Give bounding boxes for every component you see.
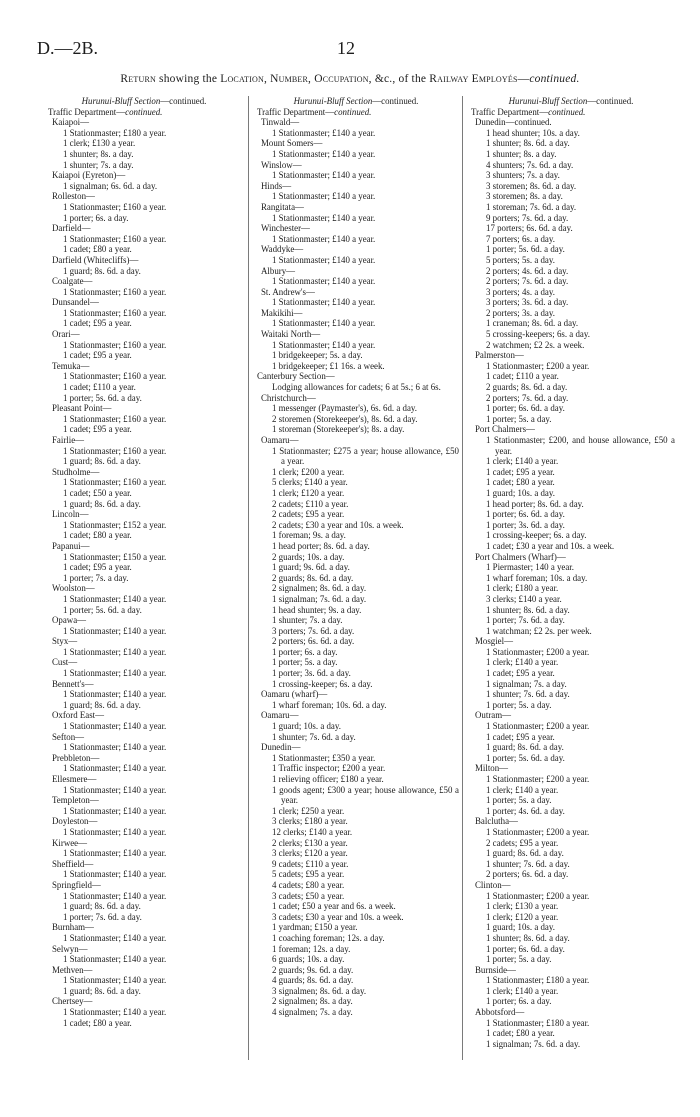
staff-entry: 3 clerks; £140 a year. bbox=[486, 593, 562, 604]
staff-entry: 1 Stationmaster; £140 a year. bbox=[272, 339, 376, 350]
staff-entry: 1 guard; 8s. 6d. a day. bbox=[63, 456, 141, 467]
staff-entry: 2 guards; 10s. a day. bbox=[272, 551, 345, 562]
staff-entry: 1 porter; 6s. a day. bbox=[486, 996, 552, 1007]
column-middle bbox=[253, 96, 459, 1018]
heading-continued: —continued. bbox=[160, 96, 207, 106]
staff-entry: 1 Stationmaster; £200 a year. bbox=[486, 774, 590, 784]
staff-entry: 1 porter; 6s. 6d. a day. bbox=[486, 509, 565, 520]
staff-entry: 1 signalman; 7s. a day. bbox=[486, 678, 567, 689]
staff-entry: 9 cadets; £110 a year. bbox=[272, 858, 349, 869]
station-name: Opawa— bbox=[52, 615, 87, 626]
heading-text: Hurunui-Bluff Section bbox=[81, 96, 161, 106]
staff-entry: 1 shunter; 8s. a day. bbox=[486, 148, 557, 159]
staff-entry: 2 clerks; £130 a year. bbox=[272, 837, 348, 848]
staff-entry: 1 Stationmaster; £160 a year. bbox=[63, 477, 167, 488]
staff-entry: 1 bridgekeeper; £1 16s. a week. bbox=[272, 360, 385, 371]
staff-entry: 1 foreman; 9s. a day. bbox=[272, 530, 346, 541]
staff-entry: 1 shunter; 7s. 6d. a day. bbox=[272, 731, 356, 742]
staff-entry: 1 porter; 7s. a day. bbox=[63, 572, 129, 583]
station-name: Burnham— bbox=[52, 922, 94, 933]
station-name: Oamaru— bbox=[261, 710, 299, 721]
staff-entry: 1 Stationmaster; £140 a year. bbox=[63, 848, 167, 859]
staff-entry: 1 Stationmaster; £140 a year. bbox=[272, 318, 376, 329]
staff-entry: 1 Stationmaster; £140 a year. bbox=[272, 170, 376, 181]
station-name: Coalgate— bbox=[52, 276, 93, 287]
heading-continued: continued. bbox=[125, 106, 163, 117]
staff-entry: 2 porters; 3s. a day. bbox=[486, 307, 555, 318]
staff-entry: 1 cadet; £80 a year. bbox=[63, 244, 132, 255]
staff-entry: 3 porters; 3s. 6d. a day. bbox=[486, 297, 569, 308]
staff-entry: 2 guards; 8s. 6d. a day. bbox=[272, 572, 354, 583]
station-name: Templeton— bbox=[52, 795, 99, 806]
staff-entry: 1 Stationmaster; £140 a year. bbox=[63, 742, 167, 753]
staff-entry: 2 cadets; £95 a year. bbox=[272, 509, 345, 520]
staff-entry: 1 Stationmaster; £140 a year. bbox=[63, 625, 167, 636]
station-name: Bennett's— bbox=[52, 678, 94, 689]
station-name: Hinds— bbox=[261, 180, 292, 191]
title-continued: continued. bbox=[529, 73, 580, 85]
staff-entry: 5 cadets; £95 a year. bbox=[272, 869, 345, 880]
staff-entry: 3 storemen; 8s. a day. bbox=[486, 191, 563, 202]
staff-entry: 1 porter; 3s. 6d. a day. bbox=[272, 668, 351, 679]
department-heading bbox=[253, 371, 459, 382]
staff-entry: 1 cadet; £80 a year. bbox=[63, 1017, 132, 1028]
staff-entry: 9 porters; 7s. 6d. a day. bbox=[486, 212, 569, 223]
staff-entry: 1 crossing-keeper; 6s. a day. bbox=[272, 678, 373, 689]
station-name: Woolston— bbox=[52, 583, 95, 594]
staff-entry: 1 Stationmaster; £140 a year. bbox=[272, 276, 376, 287]
staff-entry: 1 guard; 8s. 6d. a day. bbox=[63, 901, 141, 912]
staff-entry: 1 signalman; 7s. 6d. a day. bbox=[272, 593, 367, 604]
staff-entry: 1 guard; 8s. 6d. a day. bbox=[63, 985, 141, 996]
title-rest: showing the bbox=[155, 73, 221, 85]
staff-entry: 3 cadets; £50 a year. bbox=[272, 890, 345, 901]
staff-entry: 1 clerk; £140 a year. bbox=[486, 985, 559, 996]
title-smallcaps-1: Location, Number, Occupation, bbox=[220, 73, 372, 85]
staff-entry: 2 cadets; £30 a year and 10s. a week. bbox=[272, 519, 404, 530]
document-code: D.—2B. bbox=[37, 38, 99, 58]
staff-entry: 1 porter; 6s. a day. bbox=[63, 212, 129, 223]
staff-entry: 1 foreman; 12s. a day. bbox=[272, 943, 351, 954]
staff-entry: 1 porter; 5s. a day. bbox=[272, 657, 338, 668]
staff-entry: 1 head porter; 8s. 6d. a day. bbox=[486, 498, 584, 509]
staff-entry: 1 Stationmaster; £140 a year. bbox=[63, 975, 167, 986]
staff-entry: 1 porter; 4s. 6d. a day. bbox=[486, 805, 565, 816]
station-name: Sheffield— bbox=[52, 858, 94, 869]
heading-text: Hurunui-Bluff Section bbox=[508, 96, 588, 106]
section-heading bbox=[253, 96, 459, 107]
title-smallcaps-2: Railway Employés bbox=[429, 73, 518, 85]
staff-entry: 1 shunter; 7s. a day. bbox=[272, 615, 343, 626]
station-name: Oamaru (wharf)— bbox=[261, 689, 328, 700]
station-name: Ellesmere— bbox=[52, 774, 97, 784]
staff-entry: 2 cadets; £95 a year. bbox=[486, 837, 559, 848]
staff-entry: 1 Stationmaster; £160 a year. bbox=[63, 445, 167, 456]
station-name: Outram— bbox=[475, 710, 511, 721]
staff-entry: 1 craneman; 8s. 6d. a day. bbox=[486, 318, 579, 329]
staff-entry: 5 crossing-keepers; 6s. a day. bbox=[486, 329, 590, 340]
staff-entry: 1 clerk; £140 a year. bbox=[486, 784, 559, 795]
table-title bbox=[0, 73, 700, 85]
staff-entry: 2 porters; 6s. 6d. a day. bbox=[272, 636, 355, 647]
staff-entry: 1 shunter; 8s. 6d. a day. bbox=[486, 138, 570, 149]
department-heading bbox=[253, 107, 459, 118]
heading-text: Canterbury Section— bbox=[257, 371, 335, 382]
staff-entry: 1 Stationmaster; £140 a year. bbox=[63, 805, 167, 816]
staff-entry: 1 Stationmaster; £140 a year. bbox=[272, 191, 376, 202]
staff-entry: 3 porters; 4s. a day. bbox=[486, 286, 555, 297]
staff-entry: 1 signalman; 7s. 6d. a day. bbox=[486, 1038, 581, 1049]
staff-entry: 1 cadet; £50 a year. bbox=[63, 487, 132, 498]
staff-entry: 1 Stationmaster; £160 a year. bbox=[63, 286, 167, 297]
station-name: Palmerston— bbox=[475, 350, 524, 361]
staff-entry: 2 watchmen; £2 2s. a week. bbox=[486, 339, 585, 350]
staff-entry: 2 porters; 4s. 6d. a day. bbox=[486, 265, 569, 276]
station-name: Rolleston— bbox=[52, 191, 95, 202]
staff-entry: 1 clerk; £250 a year. bbox=[272, 805, 345, 816]
station-name: Clinton— bbox=[475, 879, 511, 890]
staff-entry: 2 guards; 8s. 6d. a day. bbox=[486, 382, 568, 393]
staff-entry: 1 Stationmaster; £140 a year. bbox=[272, 212, 376, 223]
staff-entry: 1 guard; 8s. 6d. a day. bbox=[486, 848, 564, 859]
staff-entry: 1 guard; 10s. a day. bbox=[486, 922, 555, 933]
heading-continued: —continued. bbox=[587, 96, 634, 106]
staff-entry: 1 cadet; £50 a year and 6s. a week. bbox=[272, 901, 396, 912]
staff-entry: 1 Stationmaster; £275 a year; house allowance, £50 a year. bbox=[272, 445, 459, 467]
staff-entry: 1 Stationmaster; £200 a year. bbox=[486, 360, 590, 371]
staff-entry: 1 clerk; £140 a year. bbox=[486, 456, 559, 467]
station-name: Papanui— bbox=[52, 540, 90, 551]
station-name: Prebbleton— bbox=[52, 752, 100, 763]
staff-entry: 1 Stationmaster; £200, and house allowance, £50 a year. bbox=[486, 435, 675, 456]
station-name: Sefton— bbox=[52, 731, 85, 742]
staff-entry: 1 Stationmaster; £140 a year. bbox=[272, 127, 376, 138]
staff-entry: 1 porter; 5s. 6d. a day. bbox=[486, 752, 565, 763]
staff-entry: 1 cadet; £110 a year. bbox=[63, 382, 136, 393]
staff-entry: 12 clerks; £140 a year. bbox=[272, 826, 353, 837]
staff-entry: 1 clerk; £120 a year. bbox=[272, 487, 345, 498]
staff-entry: 2 guards; 9s. 6d. a day. bbox=[272, 964, 354, 975]
staff-entry: 1 Stationmaster; £140 a year. bbox=[272, 148, 376, 159]
staff-entry: 1 porter; 6s. 6d. a day. bbox=[486, 943, 565, 954]
staff-entry: 1 Piermaster; 140 a year. bbox=[486, 562, 574, 573]
staff-entry: 1 storeman (Storekeeper's); 8s. a day. bbox=[272, 424, 405, 435]
staff-entry: 1 Stationmaster; £152 a year. bbox=[63, 519, 167, 530]
staff-entry: 1 Stationmaster; £140 a year. bbox=[272, 254, 376, 265]
staff-entry: 1 shunter; 7s. a day. bbox=[63, 159, 134, 170]
staff-entry: 1 Stationmaster; £140 a year. bbox=[63, 668, 167, 679]
staff-entry: 1 coaching foreman; 12s. a day. bbox=[272, 932, 385, 943]
station-name: Lincoln— bbox=[52, 509, 89, 520]
staff-entry: 2 signalmen; 8s. 6d. a day. bbox=[272, 583, 367, 594]
staff-entry: 1 cadet; £95 a year. bbox=[486, 668, 555, 679]
staff-entry: 1 Stationmaster; £140 a year. bbox=[63, 869, 167, 880]
station-name: Waddyke— bbox=[261, 244, 304, 255]
staff-entry: 1 cadet; £95 a year. bbox=[486, 731, 555, 742]
staff-entry: 3 clerks; £120 a year. bbox=[272, 848, 348, 859]
staff-entry: 1 Stationmaster; £160 a year. bbox=[63, 413, 167, 424]
station-name: Methven— bbox=[52, 964, 93, 975]
station-name: Port Chalmers (Wharf)— bbox=[475, 551, 566, 562]
staff-entry: 1 cadet; £30 a year and 10s. a week. bbox=[486, 540, 615, 551]
staff-entry: 1 wharf foreman; 10s. 6d. a day. bbox=[272, 699, 387, 710]
station-name: Burnside— bbox=[475, 964, 516, 975]
heading-text: Traffic Department— bbox=[257, 106, 335, 117]
staff-entry: 1 porter; 6s. a day. bbox=[272, 646, 338, 657]
station-name: Darfield— bbox=[52, 223, 91, 234]
station-name: Orari— bbox=[52, 329, 80, 340]
station-name: Milton— bbox=[475, 763, 509, 774]
staff-entry: 1 Stationmaster; £140 a year. bbox=[63, 689, 167, 700]
station-name: Dunedin—continued. bbox=[475, 117, 552, 128]
staff-entry: 1 guard; 10s. a day. bbox=[486, 487, 555, 498]
staff-entry: 1 guard; 9s. 6d. a day. bbox=[272, 562, 350, 573]
title-lead: Return bbox=[120, 73, 156, 85]
staff-entry: 2 storemen (Storekeeper's), 8s. 6d. a day. bbox=[272, 413, 418, 424]
staff-entry: 1 cadet; £95 a year. bbox=[63, 562, 132, 573]
staff-entry: 1 Traffic inspector; £200 a year. bbox=[272, 763, 386, 774]
station-name: Dunsandel— bbox=[52, 297, 99, 308]
station-name: Mosgiel— bbox=[475, 636, 513, 647]
staff-entry: 1 shunter; 8s. 6d. a day. bbox=[486, 604, 570, 615]
staff-entry: 1 cadet; £95 a year. bbox=[63, 318, 132, 329]
department-heading bbox=[467, 107, 675, 118]
staff-entry: 1 relieving officer; £180 a year. bbox=[272, 774, 384, 784]
staff-entry: 4 cadets; £80 a year. bbox=[272, 879, 345, 890]
staff-entry: 5 porters; 5s. a day. bbox=[486, 254, 555, 265]
staff-entry: 1 Stationmaster; £140 a year. bbox=[63, 826, 167, 837]
staff-entry: 1 cadet; £80 a year. bbox=[486, 477, 555, 488]
staff-entry: 1 porter; 5s. 6d. a day. bbox=[63, 392, 142, 403]
staff-entry: Lodging allowances for cadets; 6 at 5s.; 6 at 6s. bbox=[272, 382, 441, 393]
staff-entry: 1 Stationmaster; £140 a year. bbox=[63, 646, 167, 657]
station-name: Kaiapoi— bbox=[52, 117, 89, 128]
staff-entry: 1 cadet; £110 a year. bbox=[486, 371, 559, 382]
staff-entry: 1 porter; 5s. a day. bbox=[486, 413, 552, 424]
staff-entry: 1 cadet; £80 a year. bbox=[486, 1028, 555, 1039]
staff-entry: 6 guards; 10s. a day. bbox=[272, 954, 345, 965]
staff-entry: 1 porter; 5s. 6d. a day. bbox=[63, 604, 142, 615]
station-name: Port Chalmers— bbox=[475, 424, 535, 435]
staff-entry: 1 head porter; 8s. 6d. a day. bbox=[272, 540, 370, 551]
staff-entry: 1 cadet; £95 a year. bbox=[63, 424, 132, 435]
staff-entry: 1 Stationmaster; £160 a year. bbox=[63, 307, 167, 318]
staff-entry: 1 porter; 5s. 6d. a day. bbox=[486, 244, 565, 255]
staff-entry: 1 cadet; £95 a year. bbox=[63, 350, 132, 361]
staff-entry: 1 shunter; 7s. 6d. a day. bbox=[486, 689, 570, 700]
column-divider bbox=[462, 96, 463, 1060]
station-name: St. Andrew's— bbox=[261, 286, 315, 297]
station-name: Tinwald— bbox=[261, 117, 300, 128]
staff-entry: 2 porters; 7s. 6d. a day. bbox=[486, 392, 569, 403]
staff-entry: 2 porters; 6s. 6d. a day. bbox=[486, 869, 569, 880]
station-name: Chertsey— bbox=[52, 996, 93, 1007]
station-name: Darfield (Whitecliffs)— bbox=[52, 254, 139, 265]
heading-text: Hurunui-Bluff Section bbox=[293, 96, 373, 106]
staff-entry: 1 shunter; 7s. 6d. a day. bbox=[486, 858, 570, 869]
station-name: Pleasant Point— bbox=[52, 403, 112, 414]
staff-entry: 4 signalmen; 7s. a day. bbox=[272, 1007, 353, 1018]
staff-entry: 2 porters; 7s. 6d. a day. bbox=[486, 276, 569, 287]
staff-entry: 7 porters; 6s. a day. bbox=[486, 233, 555, 244]
staff-entry: 1 clerk; £180 a year. bbox=[486, 583, 559, 594]
staff-entry: 1 clerk; £130 a year. bbox=[63, 138, 136, 149]
staff-entry: 1 cadet; £80 a year. bbox=[63, 530, 132, 541]
station-name: Winslow— bbox=[261, 159, 302, 170]
station-name: Makikihi— bbox=[261, 307, 303, 318]
staff-entry: 1 Stationmaster; £140 a year. bbox=[272, 297, 376, 308]
station-name: Oamaru— bbox=[261, 435, 299, 445]
staff-entry: 1 porter; 5s. a day. bbox=[486, 795, 552, 806]
station-name: Cust— bbox=[52, 657, 78, 668]
staff-entry: 1 Stationmaster; £160 a year. bbox=[63, 201, 167, 212]
station-name: Oxford East— bbox=[52, 710, 105, 721]
station-name: Albury— bbox=[261, 265, 296, 276]
staff-entry: 1 bridgekeeper; 5s. a day. bbox=[272, 350, 363, 361]
staff-entry: 1 Stationmaster; £140 a year. bbox=[63, 890, 167, 901]
staff-entry: 3 storemen; 8s. 6d. a day. bbox=[486, 180, 577, 191]
staff-entry: 1 shunter; 8s. a day. bbox=[63, 148, 134, 159]
station-name: Winchester— bbox=[261, 223, 310, 234]
staff-entry: 4 guards; 8s. 6d. a day. bbox=[272, 975, 354, 986]
staff-entry: 1 porter; 7s. 6d. a day. bbox=[486, 615, 565, 626]
station-name: Springfield— bbox=[52, 879, 101, 890]
station-name: Fairlie— bbox=[52, 435, 85, 445]
staff-entry: 1 Stationmaster; £140 a year. bbox=[272, 233, 376, 244]
station-name: Selwyn— bbox=[52, 943, 88, 954]
staff-entry: 1 guard; 8s. 6d. a day. bbox=[486, 742, 564, 753]
staff-entry: 3 porters; 7s. 6d. a day. bbox=[272, 625, 355, 636]
staff-entry: 1 storeman; 7s. 6d. a day. bbox=[486, 201, 577, 212]
staff-entry: 1 Stationmaster; £150 a year. bbox=[63, 551, 167, 562]
staff-entry: 1 porter; 5s. a day. bbox=[486, 954, 552, 965]
staff-entry: 1 guard; 8s. 6d. a day. bbox=[63, 699, 141, 710]
staff-entry: 1 Stationmaster; £140 a year. bbox=[63, 593, 167, 604]
station-name: Styx— bbox=[52, 636, 78, 647]
column-left bbox=[44, 96, 244, 1028]
staff-entry: 1 guard; 8s. 6d. a day. bbox=[63, 498, 141, 509]
staff-entry: 1 head shunter; 10s. a day. bbox=[486, 127, 580, 138]
staff-entry: 1 porter; 3s. 6d. a day. bbox=[486, 519, 565, 530]
staff-entry: 1 clerk; £120 a year. bbox=[486, 911, 559, 922]
department-heading bbox=[44, 107, 244, 118]
page-number: 12 bbox=[337, 38, 355, 58]
station-name: Abbotsford— bbox=[475, 1007, 525, 1018]
station-name: Temuka— bbox=[52, 360, 90, 371]
staff-entry: 2 signalmen; 8s. a day. bbox=[272, 996, 353, 1007]
staff-entry: 1 Stationmaster; £160 a year. bbox=[63, 339, 167, 350]
heading-continued: —continued. bbox=[372, 96, 419, 106]
staff-entry: 1 Stationmaster; £140 a year. bbox=[63, 932, 167, 943]
staff-entry: 1 head shunter; 9s. a day. bbox=[272, 604, 362, 615]
staff-entry: 3 signalmen; 8s. 6d. a day. bbox=[272, 985, 367, 996]
staff-entry: 1 Stationmaster; £180 a year. bbox=[63, 127, 167, 138]
staff-entry: 2 cadets; £110 a year. bbox=[272, 498, 349, 509]
staff-entry: 1 guard; 10s. a day. bbox=[272, 721, 341, 732]
section-heading bbox=[44, 96, 244, 107]
staff-entry: 3 clerks; £180 a year. bbox=[272, 816, 348, 827]
heading-continued: continued. bbox=[334, 106, 372, 117]
staff-entry: 1 clerk; £200 a year. bbox=[272, 466, 345, 477]
station-name: Mount Somers— bbox=[261, 138, 323, 149]
staff-entry: 3 cadets; £30 a year and 10s. a week. bbox=[272, 911, 404, 922]
heading-text: Traffic Department— bbox=[471, 106, 549, 117]
staff-entry: 1 shunter; 8s. 6d. a day. bbox=[486, 932, 570, 943]
staff-entry: 1 crossing-keeper; 6s. a day. bbox=[486, 530, 587, 541]
staff-entry: 3 shunters; 7s. a day. bbox=[486, 170, 560, 181]
staff-entry: 1 watchman; £2 2s. per week. bbox=[486, 625, 592, 636]
station-name: Balclutha— bbox=[475, 816, 518, 827]
station-name: Studholme— bbox=[52, 466, 100, 477]
staff-entry: 5 clerks; £140 a year. bbox=[272, 477, 348, 488]
staff-entry: 1 porter; 5s. a day. bbox=[486, 699, 552, 710]
staff-entry: 1 cadet; £95 a year. bbox=[486, 466, 555, 477]
staff-entry: 1 goods agent; £300 a year; house allowance, £50 a year. bbox=[272, 784, 459, 806]
staff-entry: 1 messenger (Paymaster's), 6s. 6d. a day. bbox=[272, 403, 417, 414]
station-name: Christchurch— bbox=[261, 392, 316, 403]
staff-entry: 1 clerk; £140 a year. bbox=[486, 657, 559, 668]
section-heading bbox=[467, 96, 675, 107]
station-name: Kaiapoi (Eyreton)— bbox=[52, 170, 126, 181]
station-name: Kirwee— bbox=[52, 837, 87, 848]
staff-entry: 1 Stationmaster; £350 a year. bbox=[272, 752, 376, 763]
staff-entry: 1 Stationmaster; £160 a year. bbox=[63, 233, 167, 244]
staff-entry: 1 Stationmaster; £140 a year. bbox=[63, 954, 167, 965]
station-name: Doyleston— bbox=[52, 816, 98, 827]
staff-entry: 1 Stationmaster; £200 a year. bbox=[486, 890, 590, 901]
staff-entry: 1 Stationmaster; £140 a year. bbox=[63, 1007, 167, 1018]
staff-entry: 1 clerk; £130 a year. bbox=[486, 901, 559, 912]
staff-entry: 1 Stationmaster; £140 a year. bbox=[63, 763, 167, 774]
staff-entry: 1 Stationmaster; £160 a year. bbox=[63, 371, 167, 382]
staff-entry: 1 Stationmaster; £200 a year. bbox=[486, 646, 590, 657]
title-dash: — bbox=[517, 73, 530, 85]
title-mid: &c., of the bbox=[371, 73, 430, 85]
staff-entry: 4 shunters; 7s. 6d. a day. bbox=[486, 159, 574, 170]
staff-entry: 1 porter; 7s. 6d. a day. bbox=[63, 911, 142, 922]
staff-entry: 1 Stationmaster; £200 a year. bbox=[486, 721, 590, 732]
staff-entry: 17 porters; 6s. 6d. a day. bbox=[486, 223, 573, 234]
heading-continued: continued. bbox=[548, 106, 586, 117]
staff-entry: 1 Stationmaster; £180 a year. bbox=[486, 975, 590, 986]
station-name: Rangitata— bbox=[261, 201, 304, 212]
staff-entry: 1 yardman; £150 a year. bbox=[272, 922, 358, 933]
column-right bbox=[467, 96, 675, 1049]
staff-entry: 1 Stationmaster; £180 a year. bbox=[486, 1017, 590, 1028]
staff-entry: 1 porter; 6s. 6d. a day. bbox=[486, 403, 565, 414]
column-divider bbox=[248, 96, 249, 1060]
staff-entry: 1 wharf foreman; 10s. a day. bbox=[486, 572, 588, 583]
station-name: Dunedin— bbox=[261, 742, 301, 753]
heading-text: Traffic Department— bbox=[48, 106, 126, 117]
station-name: Waitaki North— bbox=[261, 329, 321, 340]
staff-entry: 1 guard; 8s. 6d. a day. bbox=[63, 265, 141, 276]
staff-entry: 1 Stationmaster; £140 a year. bbox=[63, 721, 167, 732]
staff-entry: 1 signalman; 6s. 6d. a day. bbox=[63, 180, 158, 191]
staff-entry: 1 Stationmaster; £200 a year. bbox=[486, 826, 590, 837]
staff-entry: 1 Stationmaster; £140 a year. bbox=[63, 784, 167, 795]
